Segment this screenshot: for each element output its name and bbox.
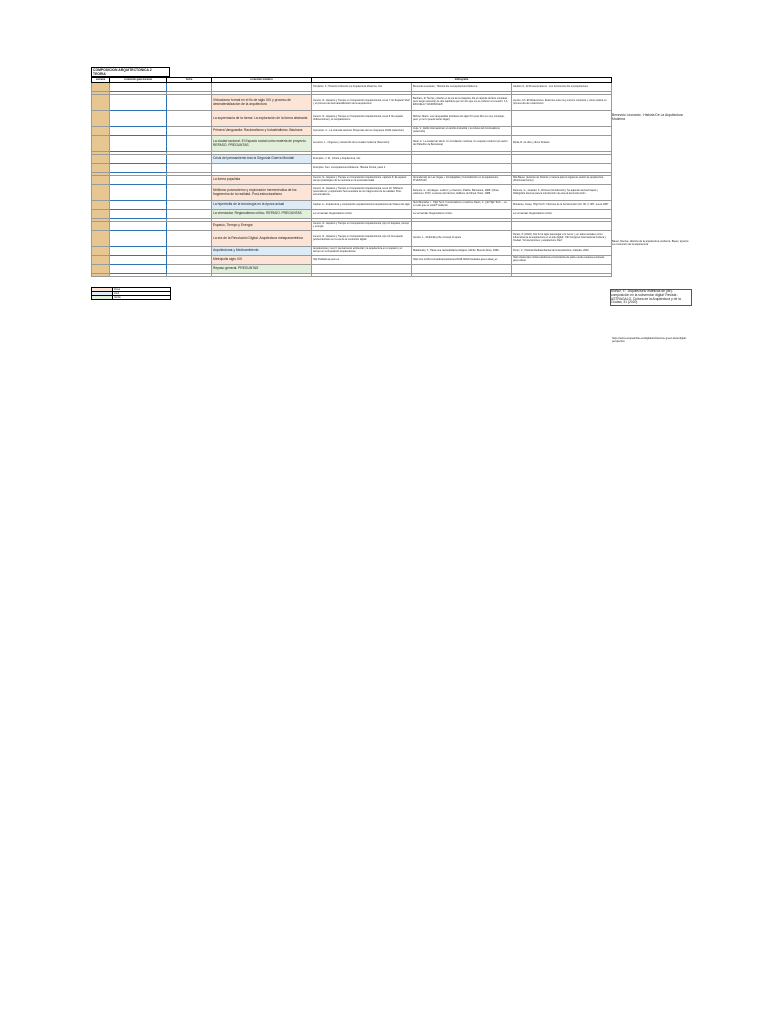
topic-cell[interactable]: Arquitecturas y Medioambiente.	[212, 247, 312, 256]
legend-label: Rosa	[113, 288, 171, 292]
bibliography-cell[interactable]: Cerezo, R., Espacio y Tiempo en Composición Arquitectónica, tipo 11: Espacio, tiempo y energía	[312, 222, 412, 231]
bibliography-cell[interactable]: Jencks, Ch. El Modernismo. Ésta bien esta muy enorme completo y cómo explica su primera ola de modernismo	[512, 95, 612, 111]
table-row	[92, 136, 612, 152]
table-row	[92, 201, 612, 210]
table-row	[92, 155, 612, 164]
bibliography-cell[interactable]	[512, 127, 612, 136]
bibliography-cell[interactable]: Arquitecturas y sup.3: pensamiento ambiental y la arquitectura en el espacio y el tiempo en Composición Arquitectónica	[312, 247, 412, 256]
empty-cell[interactable]	[92, 274, 110, 277]
semana-cell[interactable]	[92, 136, 110, 152]
topic-cell[interactable]: Virtuosismo formal en el fin de siglo XIX y proceso de desmaterialización de la arquitectura	[212, 95, 312, 111]
contenido-guia-cell[interactable]	[110, 201, 167, 210]
topic-cell[interactable]	[212, 164, 312, 173]
fecha-cell[interactable]	[167, 111, 212, 127]
bibliography-cell[interactable]: Cerezo, R., Espacio y Tiempo en Composición Arquitectónica, tema 7: El 'Espacio Vital' y el proceso de desmaterialización de la arquitectura	[312, 95, 412, 111]
bibliography-cell[interactable]	[512, 111, 612, 127]
bibliography-cell[interactable]: Richter, Mario. Las vanguardias artísticas del siglo XX (este libro es muy complejo, pero yo no lo puedo hacer llegar)	[412, 111, 512, 127]
semana-cell[interactable]	[92, 222, 110, 231]
semana-cell[interactable]	[92, 201, 110, 210]
fecha-cell[interactable]	[167, 136, 212, 152]
sheet-title: COMPOSICION ARQUITECTONICA 2	[93, 68, 152, 72]
semana-cell[interactable]	[92, 83, 110, 92]
semana-cell[interactable]	[92, 176, 110, 185]
bibliography-cell[interactable]: Jencks, L., Rethinking the concept of space	[412, 231, 512, 247]
legend-label: Verde	[113, 296, 171, 300]
bibliography-cell[interactable]: Cerezo, R., Espacio y Tiempo en Composición Arquitectónica, tipo 12: El espacio poshumanístico en la era de la revolución digital	[312, 231, 412, 247]
legend-table	[91, 287, 171, 300]
external-note: Benevolo Leonardo ; Historia De La Arquitectura Moderna	[612, 114, 692, 122]
topic-cell[interactable]: La hipertrofia de la tecnología en la época actual	[212, 201, 312, 210]
topic-cell[interactable]: Metrópolis siglo XXI	[212, 256, 312, 265]
contenido-guia-cell[interactable]	[110, 247, 167, 256]
bibliography-cell[interactable]: Aymonino, C., La vivienda racional. Ponencias de los congresos CIAM (selección)	[312, 127, 412, 136]
fecha-cell[interactable]	[167, 201, 212, 210]
header-fecha: fecha	[167, 78, 212, 83]
fecha-cell[interactable]	[167, 256, 212, 265]
table-row	[92, 222, 612, 231]
table-row	[92, 127, 612, 136]
semana-cell[interactable]	[92, 247, 110, 256]
topic-cell[interactable]: La ciudad racional. El Espacio social como materia de proyecto. REPASO. PREGUNTAS	[212, 136, 312, 152]
sheet-title-box	[91, 67, 170, 77]
fecha-cell[interactable]	[167, 265, 212, 274]
bibliography-cell[interactable]: Cerezo, R., Espacio y Tiempo en Composición Arquitectónica, tema 8: El espacio tridimensional y el neoplasticismo	[312, 111, 412, 127]
bibliography-cell[interactable]	[312, 265, 412, 274]
table-row	[92, 256, 612, 265]
bibliography-cell[interactable]	[512, 265, 612, 274]
bibliography-cell[interactable]: Deleuze, G., Guattari, F., Rizoma (Introducción). Se adjuntan textos/mapas y bibliografía diversa para la introducción de esta al deconstrucción	[512, 185, 612, 201]
bibliography-cell[interactable]	[512, 164, 612, 173]
fecha-cell[interactable]	[167, 210, 212, 219]
bibliography-cell[interactable]: Frampton, Ken, La Arquitectura Moderna, Historia Crítica, parte 2	[312, 164, 412, 173]
topic-cell[interactable]: Crisis del pensamiento tras la Segunda Guerra Mundial	[212, 155, 312, 164]
bibliography-cell[interactable]: https://es.scribd.com/articles/opiniones/2018-30/01/ciudades-green-ideal_es	[412, 256, 512, 265]
header-bibliografia: bibliografía	[312, 78, 612, 83]
bibliography-cell[interactable]: http://habitat.aq.upm.es	[312, 256, 412, 265]
semana-cell[interactable]	[92, 185, 110, 201]
empty-cell[interactable]	[412, 274, 512, 277]
bibliography-cell[interactable]: Lecuona, L., Orígenes y desarrollo de la ciudad moderna (Selección)	[312, 136, 412, 152]
table-body	[92, 83, 612, 277]
contenido-guia-cell[interactable]	[110, 83, 167, 92]
topic-cell[interactable]: Primera Vanguardia: Racionalismo y Industrialismo. Bauhaus	[212, 127, 312, 136]
table-row	[92, 185, 612, 201]
table-row	[92, 164, 612, 173]
empty-cell[interactable]	[512, 274, 612, 277]
topic-cell[interactable]	[212, 83, 312, 92]
empty-cell[interactable]	[167, 274, 212, 277]
bibliography-cell[interactable]: Sulzi Montaña, I., High Tech: Funcionalismo o retórica. Davis, C. 'j,El High Tech ... es su esto que es estilo?' Editorial	[412, 201, 512, 210]
bibliography-cell[interactable]: Benevolo Leonardo ; Historia De La Arquitectura Moderna	[412, 83, 512, 92]
topic-cell[interactable]: La forma populista	[212, 176, 312, 185]
contenido-guia-cell[interactable]	[110, 136, 167, 152]
contenido-guia-cell[interactable]	[110, 185, 167, 201]
bibliography-cell[interactable]: La vernacular. Regionalismo crítico.	[512, 210, 612, 219]
topic-cell[interactable]: Espacio, Tiempo y Energía	[212, 222, 312, 231]
semana-cell[interactable]	[92, 164, 110, 173]
table-row	[92, 83, 612, 92]
bibliography-cell[interactable]: Lluís, V., Estilo Internacional: el cambio industrial y la cultura del funcionalismo (selección)	[412, 127, 512, 136]
bibliography-cell[interactable]: La vernacular. Regionalismo crítico.	[312, 210, 412, 219]
contenido-guia-cell[interactable]	[110, 176, 167, 185]
bibliography-cell[interactable]: Deleuze, G., El pliegue. Leibniz y el barroco. Paidós, Barcelona, 1989. (Otras ediciones: FCP). Lecturas del barroco, Editions de Minuit, Paris, 1988.	[412, 185, 512, 201]
semana-cell[interactable]	[92, 231, 110, 247]
bibliography-cell[interactable]: Aprendiendo de Las Vegas + Complejidad y Contradicción en la arquitectura, R.VENTURI	[412, 176, 512, 185]
contenido-guia-cell[interactable]	[110, 127, 167, 136]
table-row	[92, 231, 612, 247]
contenido-guia-cell[interactable]	[110, 164, 167, 173]
header-contenido-guia: contenido guia docente	[110, 78, 167, 83]
spreadsheet	[91, 67, 691, 300]
semana-cell[interactable]	[92, 127, 110, 136]
table-row	[92, 247, 612, 256]
bibliography-cell[interactable]: Giedion S.; El Presente Eterno : Los Comienzos De La Arquitectura	[512, 83, 612, 92]
legend-label: Azul	[113, 292, 171, 296]
table-row	[92, 176, 612, 185]
table-row	[92, 265, 612, 274]
bibliography-cell[interactable]	[412, 222, 512, 231]
contenido-guia-cell[interactable]	[110, 95, 167, 111]
fecha-cell[interactable]	[167, 247, 212, 256]
topic-cell[interactable]: Repaso general. PREGUNTAS	[212, 265, 312, 274]
legend-row	[92, 296, 171, 300]
bibliography-cell[interactable]	[412, 164, 512, 173]
topic-cell[interactable]: Nihilismo posmoderno y exploración hermenéutica de los fragmentos de la realidad. Post-estructuralismo	[212, 185, 312, 201]
bibliography-cell[interactable]: Tompkins, F.; Historia Crítica De La Arquitectura Moderna, GG	[312, 83, 412, 92]
bibliography-cell[interactable]: Perez, V., Historia Medioambiental de la Arquitectura. Cátedra, 2020	[512, 247, 612, 256]
syllabus-table	[91, 77, 612, 277]
semana-cell[interactable]	[92, 265, 110, 274]
contenido-guia-cell[interactable]	[110, 222, 167, 231]
table-row	[92, 210, 612, 219]
topic-cell[interactable]: La vernacular. Regionalismo crítico. REPASO. PREGUNTAS	[212, 210, 312, 219]
bibliography-cell[interactable]: https://www.dam-milano.de/dos-la-convocatoria-de-parte-verde-europea-european-green-ideal	[512, 256, 612, 265]
bibliography-cell[interactable]: Cerezo, R., Espacio y Tiempo en Composición Arquitectónica, capítulo 9: El espacio tiempo psicológico de la memoria en la posmodernidad	[312, 176, 412, 185]
contenido-guia-cell[interactable]	[110, 231, 167, 247]
bibliography-cell[interactable]	[412, 155, 512, 164]
semana-cell[interactable]	[92, 111, 110, 127]
spacer-row	[92, 274, 612, 277]
empty-cell[interactable]	[212, 274, 312, 277]
empty-cell[interactable]	[110, 274, 167, 277]
fecha-cell[interactable]	[167, 176, 212, 185]
fecha-cell[interactable]	[167, 231, 212, 247]
bibliography-cell[interactable]	[412, 265, 512, 274]
fecha-cell[interactable]	[167, 185, 212, 201]
table-row	[92, 111, 612, 127]
external-note: https://www.europeanfiles.eu/digital/architecture-green-ideal-digital-perspective	[612, 337, 692, 343]
contenido-guia-cell[interactable]	[110, 155, 167, 164]
bibliography-cell[interactable]: La vernacular. Regionalismo crítico.	[412, 210, 512, 219]
bibliography-cell[interactable]: Cerezo, R., Espacio y Tiempo en Composición Arquitectónica, tema 10: Nihilismo posmoderno y exploración hermenéutica de los fragmentos de la realidad. Post-estructuralismo	[312, 185, 412, 201]
header-semana: semana	[92, 78, 110, 83]
bibliography-cell[interactable]: Frampton, J. M., Crítica y Arquitectura, GG	[312, 155, 412, 164]
contenido-guia-cell[interactable]	[110, 210, 167, 219]
table-row	[92, 95, 612, 111]
semana-cell[interactable]	[92, 155, 110, 164]
contenido-guia-cell[interactable]	[110, 265, 167, 274]
topic-cell[interactable]: La era de la Revolución Digital. Arquitectura metaparamétrica	[212, 231, 312, 247]
legend-swatch	[92, 296, 113, 300]
semana-cell[interactable]	[92, 256, 110, 265]
contenido-guia-cell[interactable]	[110, 111, 167, 127]
fecha-cell[interactable]	[167, 127, 212, 136]
bibliography-cell[interactable]: Montaner, Josep, 'High Tech': Informes de la Construcción Vol. 38, nº 387, enero 1987	[512, 201, 612, 210]
bibliography-cell[interactable]: Nieto, F., La ciudad de Vacío. Un circulación continua. Un espacio moderno (el sueño del Pabellón de Barcelona)	[412, 136, 512, 152]
empty-cell[interactable]	[312, 274, 412, 277]
bibliography-cell[interactable]: Maldonado, T., Hacia una racionalidad ecológica. Infinito, Buenos Aires, 1999.	[412, 247, 512, 256]
external-note: Muñoz, F.: 'Arquitectura: estéticas de (de)-composición en la subversión digital' Revista : ASTRAGALO. Cultura de la Arquitectura y de la Ciudad, 31 (2020)	[610, 289, 692, 306]
fecha-cell[interactable]	[167, 83, 212, 92]
fecha-cell[interactable]	[167, 222, 212, 231]
semana-cell[interactable]	[92, 210, 110, 219]
sheet-subtitle: TEORIA	[93, 72, 106, 76]
topic-cell[interactable]: La supremacía de la forma: La exploración de la forma abstracta	[212, 111, 312, 127]
semana-cell[interactable]	[92, 95, 110, 111]
bibliography-cell[interactable]: Rita Bauer, (lecturas de historia y manera para la siguiente sesión de arquitectura (Postmodernismo)	[512, 176, 612, 185]
fecha-cell[interactable]	[167, 164, 212, 173]
bibliography-cell[interactable]	[512, 155, 612, 164]
bibliography-cell[interactable]: Roda, R. de dice y dicce Sintaxis	[512, 136, 612, 152]
bibliography-cell[interactable]: Capitel, A., Arquitectura y composición arquitectónica la arquitectura de finales del siglo	[312, 201, 412, 210]
bibliography-cell[interactable]	[512, 222, 612, 231]
contenido-guia-cell[interactable]	[110, 256, 167, 265]
fecha-cell[interactable]	[167, 155, 212, 164]
header-contenido-tematico: contenido temático	[212, 78, 312, 83]
external-note: Bauer, Denise; Historia de la arquitectura moderna; Bauer, Ignacio: La revolución de la arquitectura	[612, 240, 692, 246]
fecha-cell[interactable]	[167, 95, 212, 111]
bibliography-cell[interactable]: Partes, P. (2020), 'Del fin al siglo para llegar a lo 'tenor' y en todos actuales como influencias de la arquitectura en el arte digital'. XIII Congreso Internacional Cultura y Ciudad, 'Consumiciones y arquitectura: Red'	[512, 231, 612, 247]
bibliography-cell[interactable]: Banham, R. Teoría y diseño en la era de la máquina. Da el capítulo de libro completo, pero luego selección de dos capítulos que son los que me se refieren a la sesión: 'LA ESCUELA Y ESPAÑOLES'	[412, 95, 512, 111]
